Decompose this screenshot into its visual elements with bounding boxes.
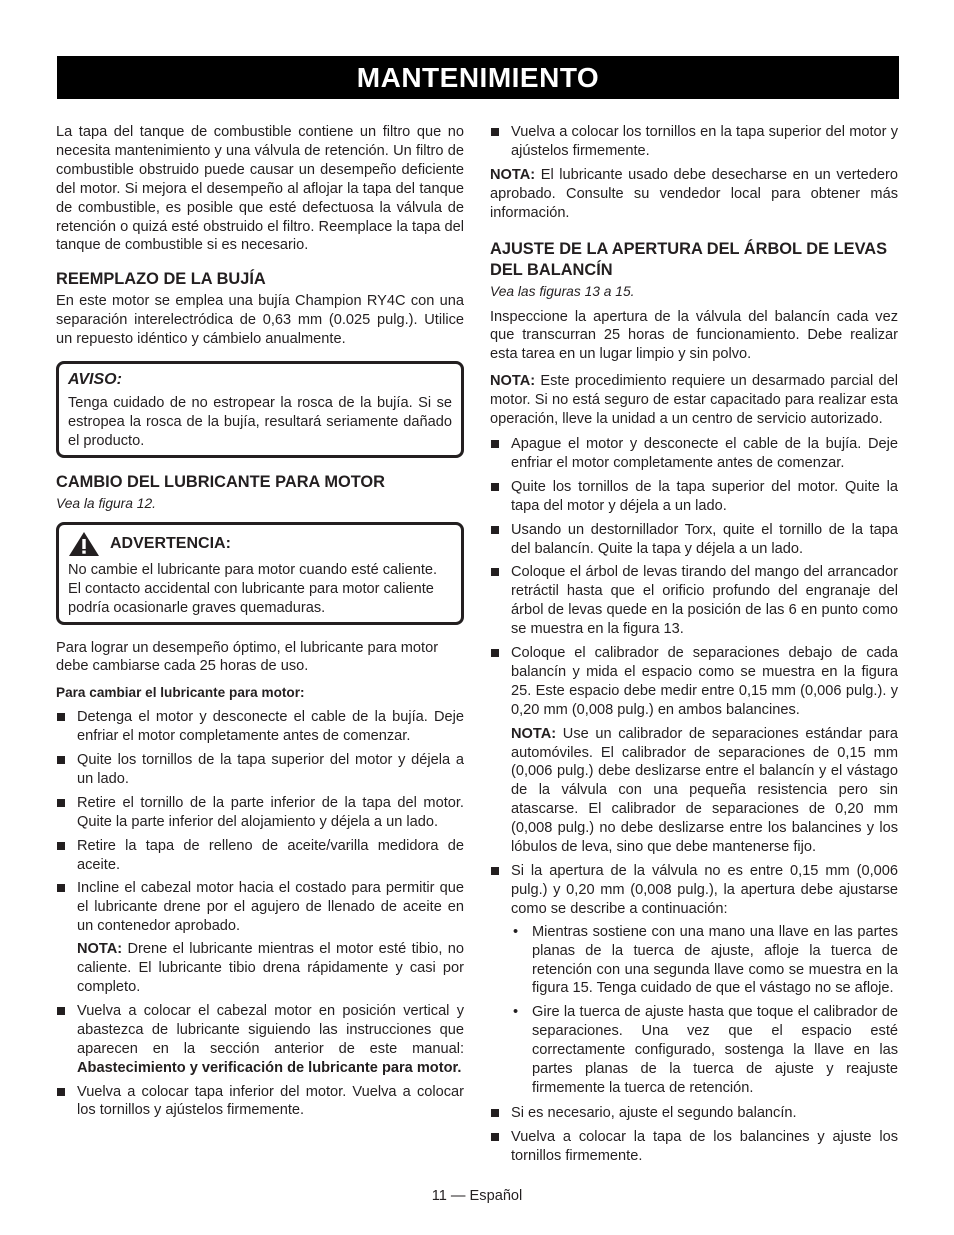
list-item: Retire el tornillo de la parte inferior de la tapa del motor. Quite la parte inferior del alojamiento y déjela a un lado. (56, 794, 464, 832)
square-bullet-icon (491, 568, 499, 576)
oil-intro-paragraph: Para lograr un desempeño óptimo, el lubricante para motor debe cambiarse cada 25 horas de uso. (56, 639, 439, 675)
oil-steps-title: Para cambiar el lubricante para motor: (56, 685, 305, 701)
list-item: Detenga el motor y desconecte el cable de la bujía. Deje enfriar el motor completamente antes de comenzar. (56, 708, 464, 746)
notice-text: Tenga cuidado de no estropear la rosca de la bujía. Si se estropea la rosca de la bujía, resultará seriamente dañado el producto. (68, 395, 452, 449)
drain-note: NOTA: Drene el lubricante mientras el motor esté tibio, no caliente. El lubricante tibio drena rápidamente y casi por completo. (77, 941, 464, 995)
list-item: Vuelva a colocar los tornillos en la tapa superior del motor y ajústelos firmemente. (490, 123, 898, 161)
notice-box (56, 361, 464, 458)
square-bullet-icon (57, 756, 65, 764)
list-item: Si es necesario, ajuste el segundo balancín. (490, 1104, 898, 1123)
dot-bullet-icon: • (513, 1004, 519, 1021)
page-title: MANTENIMIENTO (57, 56, 899, 99)
list-item: Quite los tornillos de la tapa superior del motor y déjela a un lado. (56, 751, 464, 789)
list-item: Coloque el árbol de levas tirando del mango del arrancador retráctil hasta que el orificio profundo del engranaje del árbol de levas quede en la posición de las 6 en punto como se muestra en la figura 13. (490, 563, 898, 639)
square-bullet-icon (491, 526, 499, 534)
oil-steps-continued (490, 123, 898, 161)
list-item: Incline el cabezal motor hacia el costado para permitir que el lubricante drene por el agujero de llenado de aceite en un contenedor aprobado. NOTA: Drene el lubricante mientras el motor esté tibio, no caliente. El lubricante tibio drena rápidamente y casi por completo. (56, 879, 464, 996)
spark-plug-heading: REEMPLAZO DE LA BUJÍA (56, 270, 266, 289)
square-bullet-icon (57, 1088, 65, 1096)
square-bullet-icon (57, 842, 65, 850)
spark-plug-paragraph: En este motor se emplea una bujía Champion RY4C con una separación interelectródica de 0,63 mm (0.025 pulg.). Utilice un repuesto idéntico y cámbielo anualmente. (56, 293, 464, 348)
oil-change-heading: CAMBIO DEL LUBRICANTE PARA MOTOR (56, 472, 386, 491)
fuel-cap-paragraph: La tapa del tanque de combustible contiene un filtro que no necesita mantenimiento y una válvula de retención. Un filtro de combustible obstruido puede causar un desempeño deficiente del motor. Si mejora el desempeño al aflojar la tapa del tanque de combustible, es posible que esté defectuosa la válvula de retención o quizá esté obstruido el filtro. Reemplace la tapa del tanque de combustible si es necesario. (56, 124, 464, 254)
list-item: Vuelva a colocar la tapa de los balancines y ajuste los tornillos firmemente. (490, 1128, 898, 1166)
square-bullet-icon (491, 867, 499, 875)
valve-clearance-heading: AJUSTE DE LA APERTURA DEL ÁRBOL DE LEVAS DEL BALANCÍN (490, 239, 888, 279)
square-bullet-icon (57, 799, 65, 807)
list-item: Apague el motor y desconecte el cable de la bujía. Deje enfriar el motor completamente antes de comenzar. (490, 435, 898, 473)
page-footer: 11 — Español (431, 1188, 523, 1204)
list-item: • Mientras sostiene con una mano una llave en las partes planas de la tuerca de ajuste, afloje la tuerca de retención con una segunda llave como se muestra en la figura 15. Tenga cuidado de que el vástago no se afloje. (513, 923, 898, 997)
right-column (490, 123, 898, 1171)
valve-figure-reference: Vea las figuras 13 a 15. (490, 283, 635, 299)
list-item: • Gire la tuerca de ajuste hasta que toque el calibrador de separaciones. Una vez que el espacio esté correctamente configurado, sostenga la llave en las partes planas de la tuerca de ajuste y reajuste firmemente la tuerca de retención. (513, 1004, 898, 1096)
warning-text: No cambie el lubricante para motor cuando esté caliente. El contacto accidental con lubricante para motor caliente podría ocasionarle graves quemaduras. (68, 561, 438, 616)
warning-header (68, 531, 452, 557)
square-bullet-icon (491, 649, 499, 657)
dot-bullet-icon: • (513, 923, 519, 940)
disposal-note: NOTA: El lubricante usado debe desecharse en un vertedero aprobado. Consulte su vendedor local para obtener más información. (490, 166, 898, 221)
square-bullet-icon (491, 1133, 499, 1141)
oil-figure-reference: Vea la figura 12. (56, 495, 156, 511)
list-item: Quite los tornillos de la tapa superior del motor. Quite la tapa del motor y déjela a un lado. (490, 478, 898, 516)
warning-title: ADVERTENCIA: (110, 534, 231, 552)
adjustment-substeps (511, 923, 898, 1098)
square-bullet-icon (491, 483, 499, 491)
square-bullet-icon (491, 128, 499, 136)
notice-title: AVISO: (68, 371, 122, 389)
list-item: Coloque el calibrador de separaciones debajo de cada balancín y mida el espacio como se muestra en la figura 25. Este espacio debe medir entre 0,15 mm (0,006 pulg.). y 0,20 mm (0,008 pulg.) en ambos balancines. NOTA: Use un calibrador de separaciones estándar para automóviles. El calibrador de separaciones de 0,15 mm (0,006 pulg.) debe deslizarse entre el balancín y el vástago de la válvula con una pequeña resistencia pero sin atascarse. El calibrador de separaciones de 0,20 mm (0,008 pulg.) no debe deslizarse entre los balancines y los lóbulos de leva, sino que debe mantenerse fijo. (490, 644, 898, 857)
section-reference: Abastecimiento y verificación de lubricante para motor. (77, 1059, 462, 1076)
square-bullet-icon (491, 1109, 499, 1117)
list-item: Si la apertura de la válvula no es entre 0,15 mm (0,006 pulg.) y 0,20 mm (0,008 pulg.), la apertura debe ajustarse como se describe a continuación: • Mientras sostiene con una mano una llave en las partes planas de la tuerca de ajuste, afloje la tuerca de retención con una segunda llave como se muestra en la figura 15. Tenga cuidado de que el vástago no se afloje. • Gire la tuerca de ajuste hasta que toque el calibrador de separaciones. Una vez que el espacio esté correctamente configurado, sostenga la llave en las partes planas de la tuerca de ajuste y reajuste firmemente la tuerca de retención. (490, 862, 898, 1098)
disassembly-note: NOTA: Este procedimiento requiere un desarmado parcial del motor. Si no está seguro de estar capacitado para realizar esta operación, lleve la unidad a un centro de servicio autorizado. (490, 373, 898, 428)
oil-steps-list (56, 708, 464, 1120)
list-item: Usando un destornillador Torx, quite el tornillo de la tapa del balancín. Quite la tapa y déjela a un lado. (490, 521, 898, 559)
valve-intro-paragraph: Inspeccione la apertura de la válvula del balancín cada vez que transcurran 25 horas de funcionamiento. Debe realizar esta tarea en un lugar limpio y sin polvo. (490, 308, 898, 363)
feeler-gauge-note: NOTA: Use un calibrador de separaciones estándar para automóviles. El calibrador de separaciones de 0,15 mm (0,006 pulg.) debe deslizarse entre el balancín y el vástago de la válvula con una pequeña resistencia pero sin atascarse. El calibrador de separaciones de 0,20 mm (0,008 pulg.) no debe deslizarse entre los balancines y los lóbulos de leva, sino que debe mantenerse fijo. (511, 725, 898, 856)
square-bullet-icon (491, 440, 499, 448)
warning-triangle-icon (68, 531, 100, 557)
list-item: Retire la tapa de relleno de aceite/varilla medidora de aceite. (56, 837, 464, 875)
valve-steps-list (490, 435, 898, 1166)
list-item: Vuelva a colocar el cabezal motor en posición vertical y abastezca de lubricante siguiendo las instrucciones que aparecen en la sección anterior de este manual: Abastecimiento y verificación de lubricante para motor. (56, 1002, 464, 1078)
left-column (56, 123, 464, 1125)
square-bullet-icon (57, 1007, 65, 1015)
square-bullet-icon (57, 884, 65, 892)
warning-box (56, 522, 464, 625)
list-item: Vuelva a colocar tapa inferior del motor. Vuelva a colocar los tornillos y ajústelos firmemente. (56, 1083, 464, 1121)
square-bullet-icon (57, 713, 65, 721)
